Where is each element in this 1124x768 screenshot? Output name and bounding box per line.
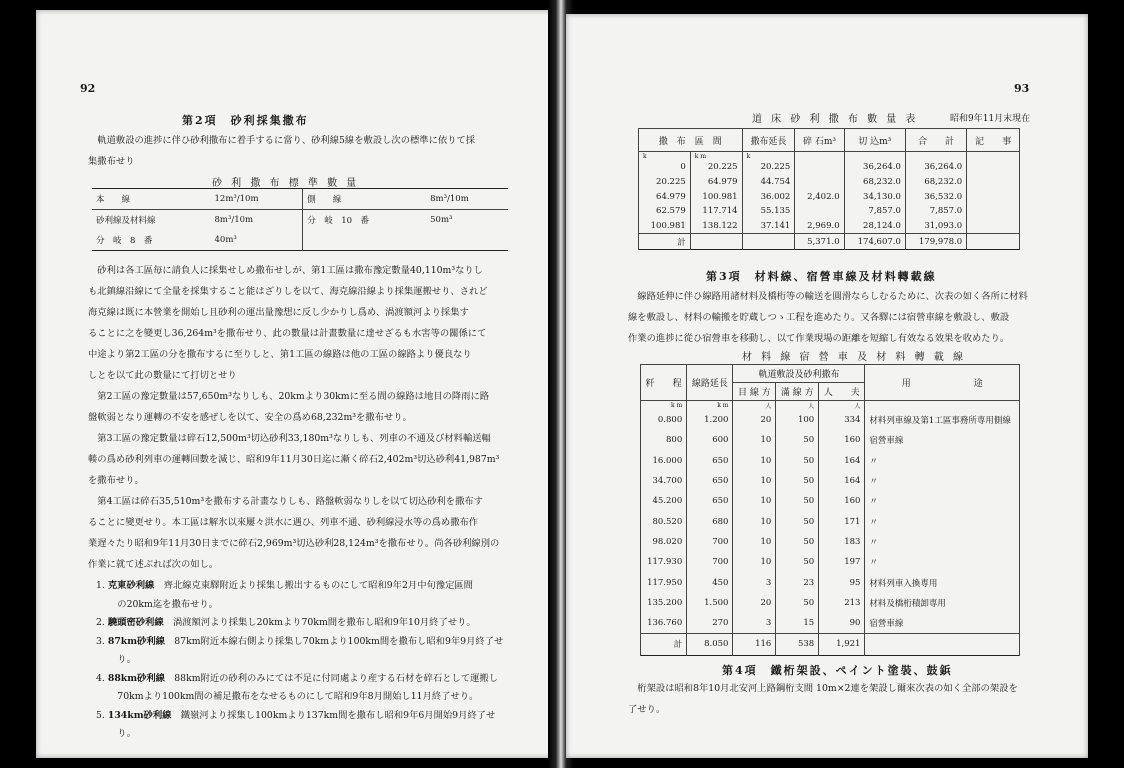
table-cell: [967, 234, 1020, 250]
table-cell: 45.200: [641, 491, 687, 511]
table-row: [641, 532, 1020, 552]
table-cell: 8m³/10m: [214, 215, 254, 225]
table-cell: 本 線: [92, 189, 211, 210]
paragraph-district-1: [88, 260, 488, 386]
text-line: 桁架設は昭和8年10月北安河上路鋼桁支間 10m×2連を架設し爾來次表の如く全部の架設を: [637, 683, 1018, 694]
total-row: [641, 634, 1020, 655]
column-header: 切 込m³: [844, 129, 905, 152]
text-line: 第4工區は碎石35,510m³を撒布する計畫なりしも、路盤軟弱なりしを以て切込砂利を撒布す: [97, 496, 483, 507]
table-cell: 材料及橋桁積卸専用: [865, 593, 1020, 613]
section-title: 第2項 砂利採集撒布: [182, 114, 309, 127]
table-cell: 20: [733, 593, 776, 613]
table-cell: 36.002: [742, 189, 795, 204]
table-cell: 64.979: [690, 175, 742, 190]
paragraph-material-lines: [628, 286, 1028, 349]
table-row: [641, 593, 1020, 613]
table-cell: [967, 189, 1020, 204]
section-title: 第3項 材料線、宿營車線及材料轉載線: [706, 270, 937, 283]
table-cell: [865, 634, 1020, 655]
column-header: 合 計: [905, 129, 966, 152]
unit-cell: [844, 152, 905, 161]
table-cell: 10: [733, 552, 776, 572]
table-cell: 50m³: [430, 215, 453, 225]
text-line: 業遅々たり昭和9年11月30日までに碎石2,969m³切込砂利28,124m³を撒布せり。尚各砂利線別の: [88, 538, 500, 549]
table-cell: 800: [641, 430, 687, 450]
table-cell: 164: [819, 451, 865, 471]
table-cell: 15: [776, 613, 819, 634]
item-text: 88km附近の砂利のみにては不足に付同處より産する石材を碎石として運搬し: [164, 672, 499, 684]
unit-cell: 人: [776, 401, 819, 411]
table-cell: 44.754: [742, 175, 795, 190]
table-cell: 23: [776, 572, 819, 592]
text-line: ることに之を變更し36,264m³を撒布せり、此の數量は計畫數量に達せざるも水害等の關係にて: [88, 328, 487, 339]
table-row: [92, 230, 508, 251]
table-cell: 117.714: [690, 204, 742, 219]
text-line: 砂利は各工區毎に請負人に採集せしめ撒布せしが、第1工區は撒布豫定數量40,110m³なりし: [97, 265, 483, 276]
table-cell: 10: [733, 471, 776, 491]
unit-cell: 人: [733, 401, 776, 411]
table-cell: 36,264.0: [844, 160, 905, 175]
table-row: [641, 471, 1020, 491]
table-cell: 50: [776, 511, 819, 531]
column-header: 撒布延長: [742, 129, 795, 152]
list-item: [96, 613, 476, 632]
table-cell: 700: [687, 552, 733, 572]
table-cell: 100: [776, 410, 819, 430]
table-cell: 2,969.0: [795, 219, 844, 234]
table-title: 材 料 線 宿 營 車 及 材 料 轉 載 線: [742, 352, 966, 363]
unit-cell: k: [742, 152, 795, 161]
text-line: 軌道敷設の進捗に伴ひ砂利撒布に着手するに當り、砂利線5線を敷設し次の標準に依りて採: [97, 135, 476, 146]
table-cell: 10: [733, 451, 776, 471]
right-page: [566, 14, 1088, 758]
text-line: 輳の爲め砂利列車の運轉回數を減じ、昭和9年11月30日迄に漸く碎石2,402m³切込砂利41,987m³: [88, 454, 500, 465]
column-header: 撒 布 區 間: [639, 129, 743, 152]
table-cell: 680: [687, 511, 733, 531]
text-line: 第3工區の豫定數量は碎石12,500m³切込砂利33,180m³なりしも、列車の不通及び材料輸送輻: [97, 433, 491, 444]
table-cell: 20.225: [742, 160, 795, 175]
table-cell: 砂利線及材料線: [96, 216, 156, 226]
table-cell: 10: [733, 532, 776, 552]
column-header: 用 途: [865, 365, 1020, 401]
text-line: しとを以て此の數量にて打切とせり: [88, 370, 237, 381]
unit-cell: [967, 152, 1020, 161]
table-cell: 16.000: [641, 451, 687, 471]
table-cell: 2,402.0: [795, 189, 844, 204]
table-cell: 164: [819, 471, 865, 491]
table-cell: [967, 160, 1020, 175]
table-cell: 10: [733, 491, 776, 511]
total-row: [639, 234, 1020, 250]
standard-quantity-table: [92, 188, 508, 251]
table-cell: 171: [819, 511, 865, 531]
text-line: 作業に就て述ぶれば次の如し。: [88, 559, 219, 570]
column-header: 線路延長: [687, 365, 733, 401]
item-number: 4.: [96, 672, 105, 684]
table-cell: [690, 234, 742, 250]
text-line: 中途より第2工區の分を撒布するに至りしと、第1工區の線路は他の工區の線路より優良なり: [88, 349, 472, 360]
item-text: 渦渡額河より採集し20kmより70km間を撒布し昭和9年10月終了せり。: [163, 617, 476, 628]
table-cell: 〃: [865, 552, 1020, 572]
item-number: 3.: [96, 635, 105, 647]
table-cell: 40m³: [214, 235, 237, 245]
table-cell: 1.500: [687, 593, 733, 613]
paragraph-district-2: [88, 386, 489, 428]
table-cell: 538: [776, 634, 819, 655]
table-cell: 50: [776, 430, 819, 450]
table-cell: 50: [776, 451, 819, 471]
table-cell: 100.981: [690, 189, 742, 204]
table-cell: 3: [733, 613, 776, 634]
table-cell: 8m³/10m: [426, 189, 508, 210]
left-page: [36, 10, 558, 758]
table-cell: [795, 175, 844, 190]
page-number: 92: [80, 82, 96, 95]
table-row: [641, 552, 1020, 572]
gravel-line-name: 87km砂利線: [107, 635, 165, 647]
table-row: [639, 204, 1020, 219]
list-item: [108, 687, 478, 706]
table-row: [641, 511, 1020, 531]
intro-paragraph: [88, 130, 475, 172]
item-number: 5.: [96, 709, 105, 721]
column-header: 滿 線 方: [776, 383, 819, 401]
list-item: [96, 706, 495, 725]
unit-row: [639, 152, 1020, 161]
table-cell: 50: [776, 532, 819, 552]
section-title: 第4項 鐵桁架設、ペイント塗裝、鼓鋲: [722, 664, 953, 677]
table-cell: 50: [776, 593, 819, 613]
text-line: 集撒布せり: [88, 156, 135, 167]
table-cell: 116: [733, 634, 776, 655]
table-row: [641, 613, 1020, 634]
table-cell: [426, 230, 508, 251]
table-cell: [967, 204, 1020, 219]
table-cell: 50: [776, 471, 819, 491]
table-cell: 50: [776, 491, 819, 511]
text-line: も北鎮線沿線にて全量を採集すること能はざりしを以て、海克線沿線より採集運搬せり、されど: [88, 286, 488, 297]
table-cell: 28,124.0: [844, 219, 905, 234]
table-cell: 宿營車線: [865, 613, 1020, 634]
table-cell: 80.520: [641, 511, 687, 531]
paragraph-district-4: [88, 491, 499, 575]
table-cell: [967, 175, 1020, 190]
paragraph-district-3: [88, 428, 499, 491]
table-cell: 10: [733, 430, 776, 450]
table-cell: 7,857.0: [844, 204, 905, 219]
text-line: ることに變更せり。本工區は解氷以來屢々洪水に遇ひ、列車不通、砂利線浸水等の爲め撒布作: [88, 517, 479, 528]
table-cell: 197: [819, 552, 865, 572]
item-number: 1.: [96, 580, 105, 591]
list-item: [96, 669, 498, 688]
item-text: 鐵嶺河より採集し100kmより137km間を撒布し昭和9年6月開始9月終了せ: [171, 709, 496, 721]
table-row: [639, 219, 1020, 234]
table-header-row: [639, 129, 1020, 152]
table-cell: 64.979: [639, 189, 691, 204]
table-cell: 62.579: [639, 204, 691, 219]
column-header: 目 線 方: [733, 383, 776, 401]
column-header: 人 夫: [819, 383, 865, 401]
table-cell: 135.200: [641, 593, 687, 613]
unit-cell: [905, 152, 966, 161]
column-header: 粁 程: [641, 365, 687, 401]
item-number: 2.: [96, 617, 105, 628]
table-cell: 37.141: [742, 219, 795, 234]
list-item: [96, 576, 473, 595]
text-line: 了せり。: [628, 704, 666, 715]
unit-cell: k m: [690, 152, 742, 161]
table-cell: 650: [687, 491, 733, 511]
table-row: [92, 210, 508, 231]
table-cell: 計: [639, 234, 691, 250]
table-cell: 0.800: [641, 410, 687, 430]
table-cell: 〃: [865, 451, 1020, 471]
table-cell: 36,264.0: [905, 160, 966, 175]
table-cell: 材料列車入換専用: [865, 572, 1020, 592]
table-title: 砂 利 撒 布 標 準 數 量: [212, 178, 360, 189]
table-cell: 1.200: [687, 410, 733, 430]
table-cell: 20.225: [690, 160, 742, 175]
table-cell: [303, 230, 426, 251]
table-cell: 10: [733, 511, 776, 531]
item-text: 齊北線克東驛附近より採集し搬出するものにして昭和9年2月中旬豫定區間: [154, 580, 473, 591]
item-text: 87km附近本線右側より採集し70kmより100km間を撒布し昭和9年9月終了せ: [164, 635, 504, 647]
item-text: り。: [108, 654, 136, 665]
table-cell: 50: [776, 552, 819, 572]
table-cell: 600: [687, 430, 733, 450]
list-item: [108, 650, 136, 669]
unit-cell: [865, 401, 1020, 411]
table-cell: 100.981: [639, 219, 691, 234]
table-row: [639, 175, 1020, 190]
table-cell: 分 岐 10 番: [303, 210, 426, 231]
gravel-spread-table: [638, 128, 1020, 250]
table-cell: 34,130.0: [844, 189, 905, 204]
table-cell: 179,978.0: [905, 234, 966, 250]
item-text: 70kmより100km間の補足撒布をなせるものにして昭和9年8月開始し11月終了せり。: [108, 691, 479, 702]
list-item: [96, 632, 503, 651]
table-row: [641, 451, 1020, 471]
list-item: [108, 724, 136, 743]
table-cell: 334: [819, 410, 865, 430]
table-row: [641, 430, 1020, 450]
table-cell: [795, 160, 844, 175]
table-header-row: [641, 365, 1020, 383]
table-cell: 1,921: [819, 634, 865, 655]
table-cell: 55.135: [742, 204, 795, 219]
text-line: 第2工區の豫定數量は57,650m³なりしも、20kmより30kmに至る間の線路は地目の降雨に路: [97, 391, 490, 402]
table-cell: 136.760: [641, 613, 687, 634]
table-cell: 分 岐 8 番: [96, 236, 153, 246]
date-note: 昭和9年11月末現在: [950, 114, 1031, 124]
unit-row: [641, 401, 1020, 411]
table-cell: 〃: [865, 471, 1020, 491]
table-cell: 12m³/10m: [211, 189, 303, 210]
table-cell: 3: [733, 572, 776, 592]
table-cell: 〃: [865, 491, 1020, 511]
table-cell: 〃: [865, 511, 1020, 531]
table-cell: 138.122: [690, 219, 742, 234]
table-row: [641, 410, 1020, 430]
table-cell: [742, 234, 795, 250]
table-cell: 160: [819, 491, 865, 511]
table-cell: 213: [819, 593, 865, 613]
table-cell: 7,857.0: [905, 204, 966, 219]
material-line-table: [640, 364, 1020, 656]
table-cell: 183: [819, 532, 865, 552]
table-cell: 98.020: [641, 532, 687, 552]
table-cell: 174,607.0: [844, 234, 905, 250]
table-cell: 700: [687, 532, 733, 552]
table-cell: 117.930: [641, 552, 687, 572]
unit-cell: [795, 152, 844, 161]
table-row: [641, 491, 1020, 511]
text-line: 盤軟弱となり運轉の不安を感ぜしを以て、安全の爲め68,232m³を撒布せり。: [88, 412, 412, 423]
table-cell: [967, 219, 1020, 234]
table-cell: 〃: [865, 532, 1020, 552]
table-row: [641, 572, 1020, 592]
unit-cell: k m: [641, 401, 687, 411]
table-cell: 270: [687, 613, 733, 634]
text-line: 作業の進捗に從ひ宿營車を移動し、以て作業現場の距離を短縮し有效なる效果を收めたり。: [628, 333, 1010, 344]
gravel-line-name: 克東砂利線: [107, 580, 155, 591]
table-cell: 5,371.0: [795, 234, 844, 250]
table-cell: 90: [819, 613, 865, 634]
table-cell: 95: [819, 572, 865, 592]
column-header: 記 事: [967, 129, 1020, 152]
table-cell: 計: [641, 634, 687, 655]
table-cell: 20.225: [639, 175, 691, 190]
item-text: の20km迄を撒布せり。: [108, 598, 218, 610]
table-cell: 20: [733, 410, 776, 430]
unit-cell: k m: [687, 401, 733, 411]
gravel-line-name: 134km砂利線: [107, 709, 172, 721]
table-cell: 側 線: [303, 189, 426, 210]
gravel-line-name: 88km砂利線: [107, 672, 165, 684]
table-cell: 68,232.0: [905, 175, 966, 190]
table-row: [639, 189, 1020, 204]
unit-cell: k: [639, 152, 691, 161]
column-header: 軌道敷設及砂利撒布: [733, 365, 865, 383]
page-number: 93: [1014, 82, 1030, 95]
text-line: 線を敷設し、材料の輸搬を貯蔵しつゝ工程を進めたり。又各驛には宿營車線を敷設し、敷設: [628, 312, 1010, 323]
table-cell: 650: [687, 471, 733, 491]
table-cell: 0: [639, 160, 691, 175]
item-text: り。: [108, 728, 136, 739]
list-item: [108, 595, 218, 614]
table-row: [92, 189, 508, 210]
text-line: を撒布せり。: [88, 475, 144, 486]
table-cell: 宿營車線: [865, 430, 1020, 450]
table-cell: 34.700: [641, 471, 687, 491]
table-cell: 8.050: [687, 634, 733, 655]
table-title: 道 床 砂 利 撒 布 數 量 表: [752, 114, 919, 125]
table-cell: 450: [687, 572, 733, 592]
text-line: 海克線は既に本營業を開始し且砂利の運出量豫想に反し少かりし爲め、渦渡額河より採集す: [88, 307, 469, 318]
table-cell: 650: [687, 451, 733, 471]
table-cell: [795, 204, 844, 219]
text-line: 線路延伸に伴ひ線路用諸材料及橋桁等の輸送を圓滑ならしむるために、次表の如く各所に材料: [637, 291, 1028, 302]
column-header: 碎 石m³: [795, 129, 844, 152]
table-cell: 36,532.0: [905, 189, 966, 204]
table-row: [639, 160, 1020, 175]
table-cell: 材料列車線及第1工區事務所専用側線: [865, 410, 1020, 430]
table-cell: 68,232.0: [844, 175, 905, 190]
table-cell: 117.950: [641, 572, 687, 592]
unit-cell: 人: [819, 401, 865, 411]
paragraph-girder-erection: [628, 678, 1018, 720]
table-cell: 160: [819, 430, 865, 450]
gravel-line-name: 驍頭密砂利線: [107, 617, 164, 628]
table-cell: 31,093.0: [905, 219, 966, 234]
